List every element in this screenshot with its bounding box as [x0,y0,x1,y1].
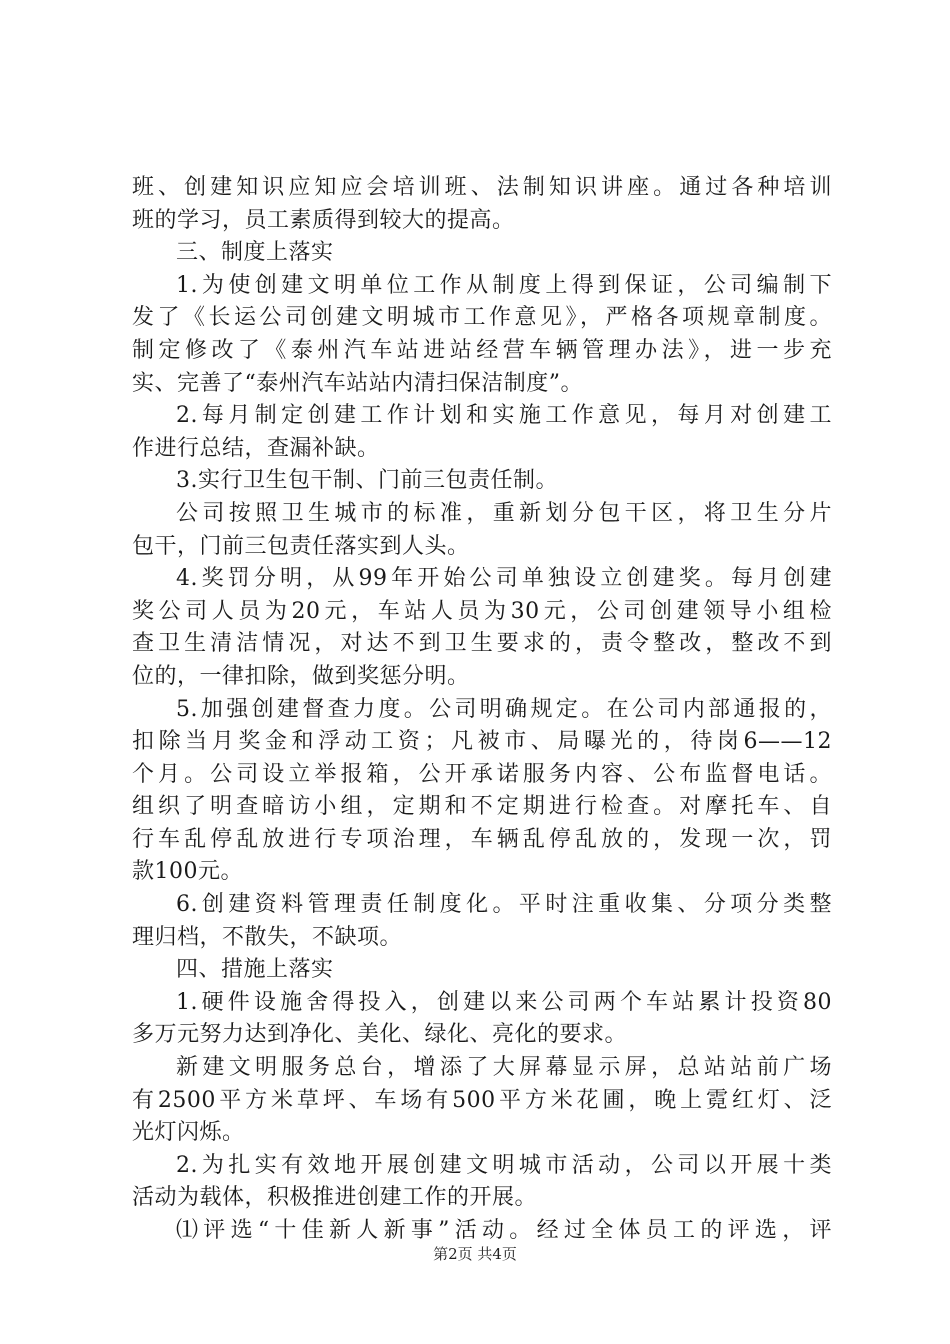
text-line: 1.为使创建文明单位工作从制度上得到保证，公司编制下 [176,272,832,298]
text-line: 2.为扎实有效地开展创建文明城市活动，公司以开展十类 [176,1152,832,1178]
text-line: 查卫生清洁情况，对达不到卫生要求的，责令整改，整改不到 [132,631,832,657]
text-line: 实、完善了“泰州汽车站站内清扫保洁制度”。 [132,370,583,396]
page-footer: 第2页 共4页 [433,1245,517,1263]
text-line: 扣除当月奖金和浮动工资；凡被市、局曝光的，待岗6——12 [132,729,832,755]
text-line: 5.加强创建督查力度。公司明确规定。在公司内部通报的， [176,696,832,722]
text-line: 行车乱停乱放进行专项治理，车辆乱停乱放的，发现一次，罚 [132,826,832,852]
text-line: 6.创建资料管理责任制度化。平时注重收集、分项分类整 [176,892,832,918]
text-line: 活动为载体，积极推进创建工作的开展。 [132,1185,538,1211]
text-line: 款100元。 [132,859,243,885]
text-line: 奖公司人员为20元，车站人员为30元，公司创建领导小组检 [132,598,832,624]
text-line: 光灯闪烁。 [132,1120,245,1146]
text-line: 新建文明服务总台，增添了大屏幕显示屏，总站站前广场 [176,1055,832,1081]
text-line: 班、创建知识应知应会培训班、法制知识讲座。通过各种培训 [132,175,832,200]
text-line: 4.奖罚分明，从99年开始公司单独设立创建奖。每月创建 [176,566,832,592]
text-line: 多万元努力达到净化、美化、绿化、亮化的要求。 [132,1022,628,1048]
text-line: 包干，门前三包责任落实到人头。 [132,533,470,559]
text-line: 个月。公司设立举报箱，公开承诺服务内容、公布监督电话。 [132,761,832,787]
text-line: 理归档，不散失，不缺项。 [132,924,403,950]
text-line: 作进行总结，查漏补缺。 [132,435,380,461]
section-heading: 三、制度上落实 [176,240,334,266]
text-line: 制定修改了《泰州汽车站进站经营车辆管理办法》，进一步充 [132,337,832,363]
text-line: 组织了明查暗访小组，定期和不定期进行检查。对摩托车、自 [132,794,832,820]
text-line: 班的学习，员工素质得到较大的提高。 [132,207,515,233]
text-line: 2.每月制定创建工作计划和实施工作意见，每月对创建工 [176,403,832,429]
text-line: 公司按照卫生城市的标准，重新划分包干区，将卫生分片 [176,500,832,526]
document-body [132,172,832,1248]
text-line: 1.硬件设施舍得投入，创建以来公司两个车站累计投资80 [176,989,832,1015]
text-line: 发了《长运公司创建文明城市工作意见》，严格各项规章制度。 [132,305,832,331]
text-line: ⑴评选“十佳新人新事”活动。经过全体员工的评选，评 [176,1218,832,1243]
section-heading: 四、措施上落实 [176,957,334,983]
text-line: 有2500平方米草坪、车场有500平方米花圃，晚上霓红灯、泛 [132,1087,832,1113]
text-line: 3.实行卫生包干制、门前三包责任制。 [176,468,558,494]
text-line: 位的，一律扣除，做到奖惩分明。 [132,663,470,689]
